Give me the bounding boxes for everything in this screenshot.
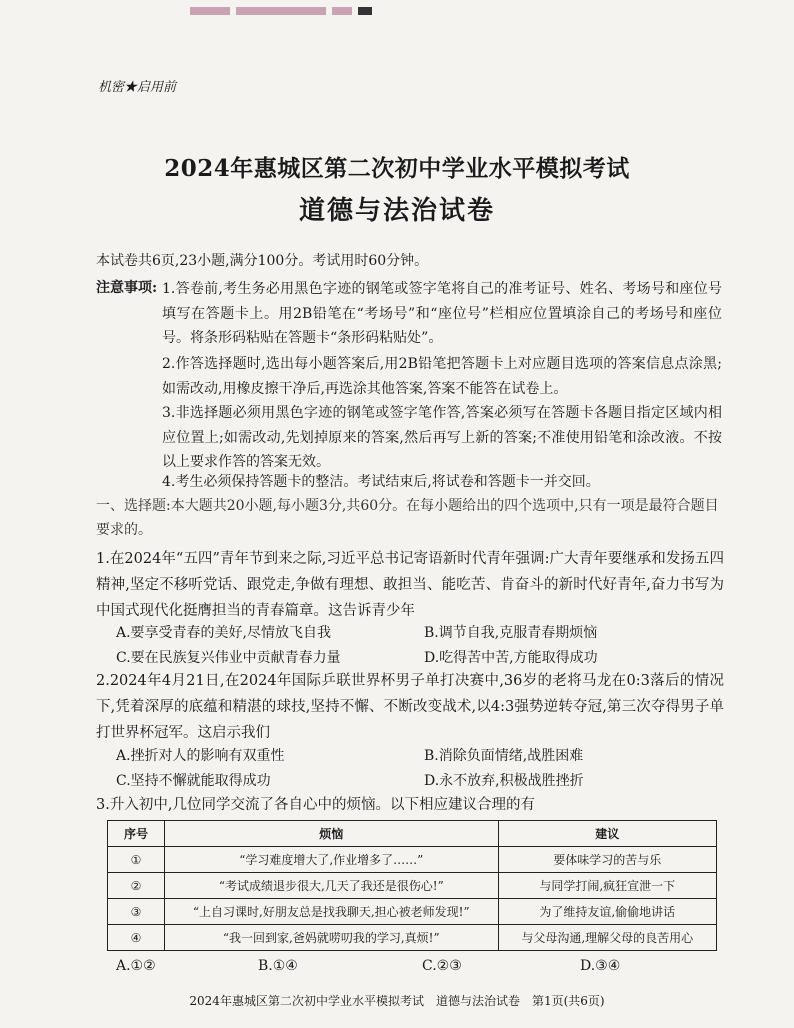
table-header: 烦恼 bbox=[165, 821, 499, 847]
table-cell: ④ bbox=[108, 925, 165, 951]
table-cell: ③ bbox=[108, 899, 165, 925]
q2-option-b: B.消除负面情绪,战胜困难 bbox=[424, 748, 584, 764]
question-2-stem: 2.2024年4月21日,在2024年国际乒联世界杯男子单打决赛中,36岁的老将马龙在0:3落后的情况下,凭着深厚的底蕴和精湛的球技,坚持不懈、不断改变战术,以4:3强势逆转夺冠,第三次夺得男子单打世界杯冠军。这启示我们 bbox=[96, 673, 724, 741]
table-cell: 要体味学习的苦与乐 bbox=[498, 847, 716, 873]
table-row bbox=[108, 847, 717, 873]
q1-option-d: D.吃得苦中苦,方能取得成功 bbox=[424, 650, 598, 666]
section-heading: 一、选择题:本大题共20小题,每小题3分,共60分。在每小题给出的四个选项中,只有一项是最符合题目要求的。 bbox=[96, 498, 719, 538]
page-footer: 2024年惠城区第二次初中学业水平模拟考试 道德与法治试卷 第1页(共6页) bbox=[189, 994, 605, 1008]
exam-intro: 本试卷共6页,23小题,满分100分。考试用时60分钟。 bbox=[96, 253, 429, 269]
exam-subject: 道德与法治试卷 bbox=[298, 196, 495, 226]
question-3-stem: 3.升入初中,几位同学交流了各自心中的烦恼。以下相应建议合理的有 bbox=[96, 797, 535, 813]
table-cell: ② bbox=[108, 873, 165, 899]
q2-option-a: A.挫折对人的影响有双重性 bbox=[116, 748, 285, 764]
q1-option-b: B.调节自我,克服青春期烦恼 bbox=[424, 625, 598, 641]
q2-option-c: C.坚持不懈就能取得成功 bbox=[116, 773, 271, 789]
table-cell: “考试成绩退步很大,几天了我还是很伤心!” bbox=[165, 873, 499, 899]
q3-table bbox=[107, 820, 717, 951]
table-cell: 为了维持友谊,偷偷地讲话 bbox=[498, 899, 716, 925]
q1-option-a: A.要享受青春的美好,尽情放飞自我 bbox=[116, 625, 332, 641]
q3-option-c: C.②③ bbox=[422, 958, 462, 974]
table-cell: “学习难度增大了,作业增多了……” bbox=[165, 847, 499, 873]
table-row bbox=[108, 925, 717, 951]
table-row bbox=[108, 873, 717, 899]
note-item: 3.非选择题必须用黑色字迹的钢笔或签字笔作答,答案必须写在答题卡各题目指定区域内相应位置上;如需改动,先划掉原来的答案,然后再写上新的答案;不准使用铅笔和涂改液。不按以上要求作答的答案无效。 bbox=[162, 405, 722, 470]
question-1-stem: 1.在2024年“五四”青年节到来之际,习近平总书记寄语新时代青年强调:广大青年要继承和发扬五四精神,坚定不移听党话、跟党走,争做有理想、敢担当、能吃苦、肯奋斗的新时代好青年,奋力书写为中国式现代化挺膺担当的青春篇章。这告诉青少年 bbox=[96, 551, 724, 619]
q1-option-c: C.要在民族复兴伟业中贡献青春力量 bbox=[116, 650, 341, 666]
table-cell: 与父母沟通,理解父母的良苦用心 bbox=[498, 925, 716, 951]
q2-option-d: D.永不放弃,积极战胜挫折 bbox=[424, 773, 584, 789]
q3-option-b: B.①④ bbox=[258, 958, 298, 974]
exam-title: 2024年惠城区第二次初中学业水平模拟考试 bbox=[164, 155, 630, 182]
secret-label: 机密★启用前 bbox=[98, 80, 177, 95]
note-item: 2.作答选择题时,选出每小题答案后,用2B铅笔把答题卡上对应题目选项的答案信息点涂黑;如需改动,用橡皮擦干净后,再选涂其他答案,答案不能答在试卷上。 bbox=[162, 356, 722, 397]
table-header: 建议 bbox=[498, 821, 716, 847]
q3-option-d: D.③④ bbox=[580, 958, 621, 974]
table-header-row bbox=[108, 821, 717, 847]
table-header: 序号 bbox=[108, 821, 165, 847]
table-cell: ① bbox=[108, 847, 165, 873]
binding-strip bbox=[190, 0, 510, 10]
table-cell: 与同学打闹,疯狂宣泄一下 bbox=[498, 873, 716, 899]
table-cell: “我一回到家,爸妈就唠叨我的学习,真烦!” bbox=[165, 925, 499, 951]
q3-option-a: A.①② bbox=[116, 958, 156, 974]
notes-label: 注意事项: bbox=[96, 280, 158, 296]
table-row bbox=[108, 899, 717, 925]
note-item: 1.答卷前,考生务必用黑色字迹的钢笔或签字笔将自己的准考证号、姓名、考场号和座位号填写在答题卡上。用2B铅笔在“考场号”和“座位号”栏相应位置填涂自己的考场号和座位号。将条形码粘贴在答题卡“条形码粘贴处”。 bbox=[162, 281, 722, 346]
note-item: 4.考生必须保持答题卡的整洁。考试结束后,将试卷和答题卡一并交回。 bbox=[162, 474, 600, 490]
table-cell: “上自习课时,好朋友总是找我聊天,担心被老师发现!” bbox=[165, 899, 499, 925]
